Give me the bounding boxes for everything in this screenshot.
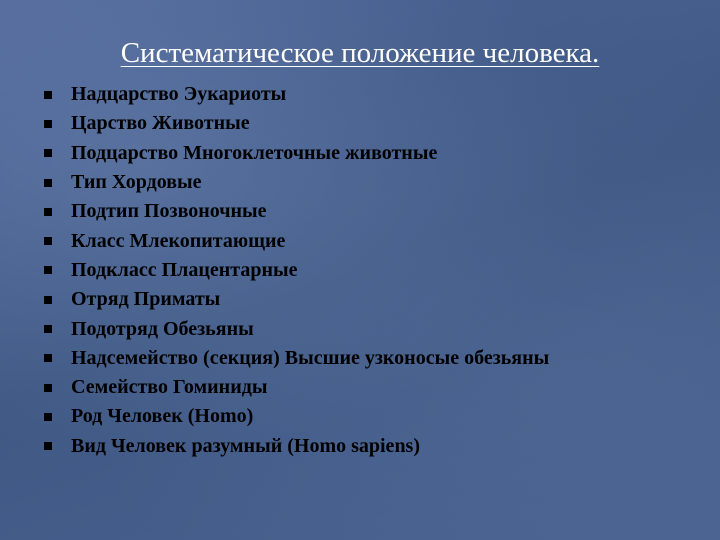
list-item-text: Надцарство Эукариоты	[71, 83, 287, 106]
list-item-text: Надсемейство (секция) Высшие узконосые обезьяны	[71, 346, 550, 369]
list-item-text: Род Человек (Homo)	[71, 405, 254, 428]
square-bullet-icon	[44, 413, 52, 421]
square-bullet-icon	[44, 120, 52, 128]
square-bullet-icon	[44, 149, 52, 157]
list-item	[40, 373, 549, 402]
square-bullet-icon	[44, 208, 52, 216]
list-item-text: Подтип Позвоночные	[71, 200, 267, 223]
slide-title-text: Систематическое положение человека.	[120, 37, 600, 69]
square-bullet-icon	[44, 91, 52, 99]
taxonomy-list	[40, 80, 549, 461]
square-bullet-icon	[44, 354, 52, 362]
list-item	[40, 197, 549, 226]
list-item-text: Вид Человек разумный (Homo sapiens)	[71, 434, 421, 457]
list-item	[40, 285, 549, 314]
list-item-text: Тип Хордовые	[71, 171, 202, 194]
list-item	[40, 109, 549, 138]
list-item-text: Отряд Приматы	[71, 288, 221, 311]
square-bullet-icon	[44, 325, 52, 333]
list-item	[40, 432, 549, 461]
list-item-text: Подотряд Обезьяны	[71, 317, 254, 340]
list-item	[40, 226, 549, 255]
list-item-text: Семейство Гоминиды	[71, 376, 268, 399]
square-bullet-icon	[44, 296, 52, 304]
list-item-text: Царство Животные	[71, 112, 250, 135]
list-item	[40, 80, 549, 109]
square-bullet-icon	[44, 384, 52, 392]
list-item	[40, 402, 549, 431]
square-bullet-icon	[44, 179, 52, 187]
square-bullet-icon	[44, 266, 52, 274]
list-item	[40, 139, 549, 168]
square-bullet-icon	[44, 442, 52, 450]
slide-title	[0, 36, 720, 70]
list-item-text: Класс Млекопитающие	[71, 229, 286, 252]
list-item	[40, 256, 549, 285]
list-item-text: Подкласс Плацентарные	[71, 258, 298, 281]
list-item	[40, 344, 549, 373]
list-item-text: Подцарство Многоклеточные животные	[71, 141, 438, 164]
list-item	[40, 168, 549, 197]
list-item	[40, 314, 549, 343]
square-bullet-icon	[44, 237, 52, 245]
